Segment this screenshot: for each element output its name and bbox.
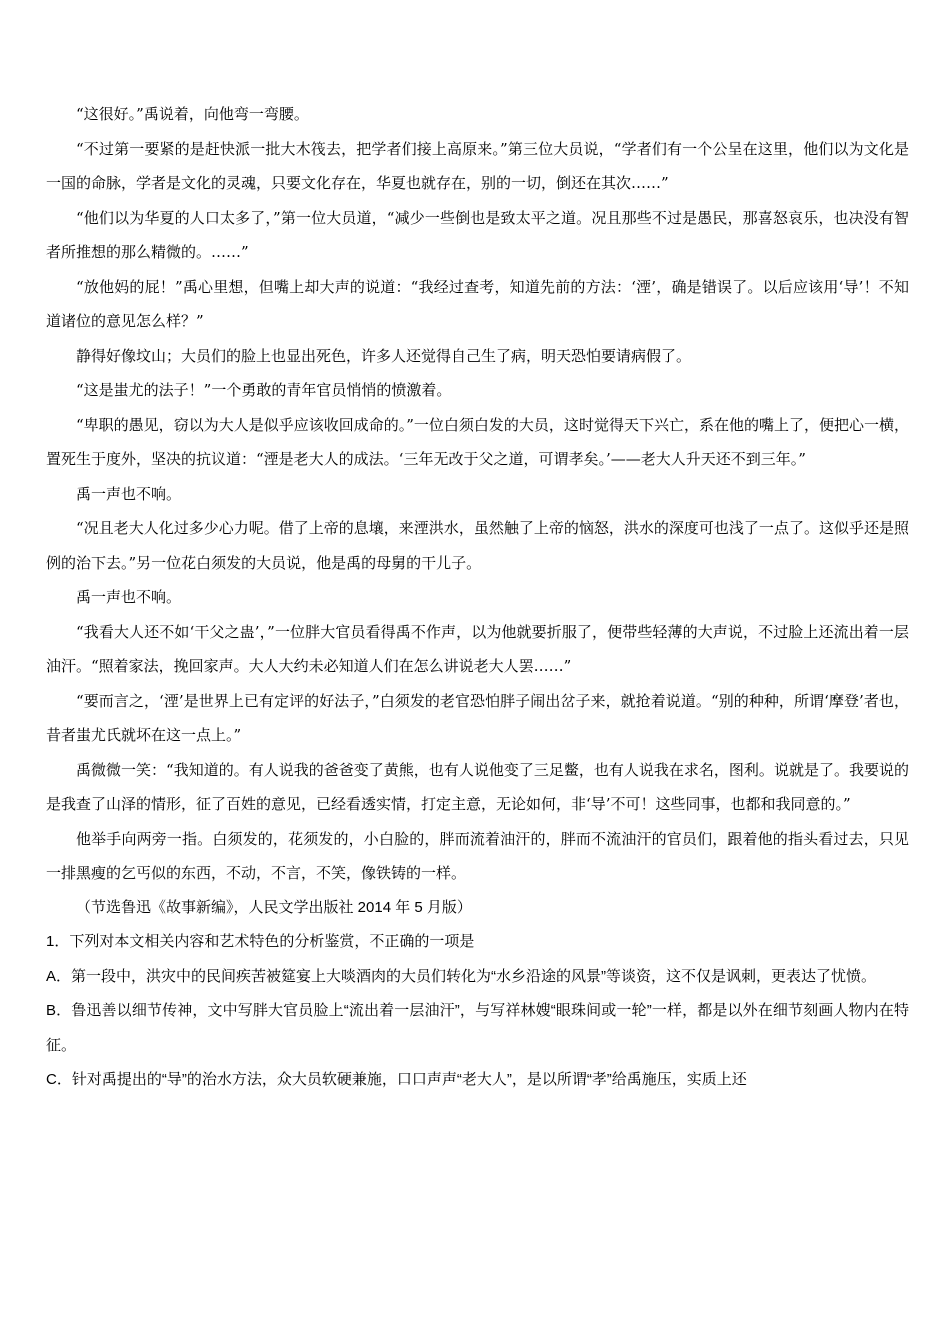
passage-paragraph: “要而言之，‘湮’是世界上已有定评的好法子，”白须发的老官恐怕胖子闹出岔子来，就抢着说道。“别的种种，所谓‘摩登’者也，昔者蚩尤氏就坏在这一点上。” (46, 691, 909, 744)
source-citation: （节选鲁迅《故事新编》，人民文学出版社 2014 年 5 月版） (76, 898, 472, 916)
option-b: B．鲁迅善以细节传神，文中写胖大官员脸上“流出着一层油汗”，与写祥林嫂“眼珠间或一轮”一样，都是以外在细节刻画人物内在特征。 (46, 1002, 909, 1054)
passage-paragraph: “我看大人还不如‘干父之蛊’，”一位胖大官员看得禹不作声，以为他就要折服了，便带些轻薄的大声说，不过脸上还流出着一层油汗。“照着家法，挽回家声。大人大约未必知道人们在怎么讲说老大人罢……” (46, 622, 909, 675)
passage-paragraph: 他举手向两旁一指。白须发的，花须发的，小白脸的，胖而流着油汗的，胖而不流油汗的官员们，跟着他的指头看过去，只见一排黑瘦的乞丐似的东西，不动，不言，不笑，像铁铸的一样。 (46, 829, 909, 882)
passage-paragraph: “这很好。”禹说着，向他弯一弯腰。 (76, 105, 309, 123)
passage-paragraph: “卑职的愚见，窃以为大人是似乎应该收回成命的。”一位白须白发的大员，这时觉得天下兴亡，系在他的嘴上了，便把心一横，置死生于度外，坚决的抗议道：“湮是老大人的成法。‘三年无改于父之道，可谓孝矣。’——老大人升天还不到三年。” (46, 415, 909, 468)
passage-paragraph: “放他妈的屁！”禹心里想，但嘴上却大声的说道：“我经过查考，知道先前的方法：‘湮’，确是错误了。以后应该用‘导’！不知道诸位的意见怎么样？” (46, 277, 909, 330)
option-c: C．针对禹提出的“导”的治水方法，众大员软硬兼施，口口声声“老大人”，是以所谓“孝”给禹施压，实质上还 (46, 1071, 747, 1088)
passage-paragraph: 禹微微一笑：“我知道的。有人说我的爸爸变了黄熊，也有人说他变了三足鳖，也有人说我在求名，图利。说就是了。我要说的是我查了山泽的情形，征了百姓的意见，已经看透实情，打定主意，无论如何，非‘导’不可！这些同事，也都和我同意的。” (46, 760, 909, 813)
passage-paragraph: 禹一声也不响。 (76, 588, 182, 606)
option-a: A．第一段中，洪灾中的民间疾苦被筵宴上大啖酒肉的大员们转化为“水乡沿途的风景”等谈资，这不仅是讽刺，更表达了忧愤。 (46, 967, 877, 985)
passage-paragraph: 禹一声也不响。 (76, 484, 182, 503)
passage-paragraph: “况且老大人化过多少心力呢。借了上帝的息壤，来湮洪水，虽然触了上帝的恼怒，洪水的深度可也浅了一点了。这似乎还是照例的治下去。”另一位花白须发的大员说，他是禹的母舅的干儿子。 (46, 519, 909, 572)
passage-paragraph: “他们以为华夏的人口太多了，”第一位大员道，“减少一些倒也是致太平之道。况且那些不过是愚民，那喜怒哀乐，也决没有智者所推想的那么精微的。……” (46, 208, 909, 261)
document-page (46, 97, 909, 1098)
passage-paragraph: “这是蚩尤的法子！”一个勇敢的青年官员悄悄的愤激着。 (76, 381, 452, 399)
question-stem: 1．下列对本文相关内容和艺术特色的分析鉴赏，不正确的一项是 (46, 933, 475, 950)
passage-paragraph: 静得好像坟山；大员们的脸上也显出死色，许多人还觉得自己生了病，明天恐怕要请病假了。 (76, 346, 692, 365)
passage-paragraph: “不过第一要紧的是赶快派一批大木筏去，把学者们接上高原来。”第三位大员说，“学者们有一个公呈在这里，他们以为文化是一国的命脉，学者是文化的灵魂，只要文化存在，华夏也就存在，别的一切，倒还在其次……” (46, 139, 909, 192)
